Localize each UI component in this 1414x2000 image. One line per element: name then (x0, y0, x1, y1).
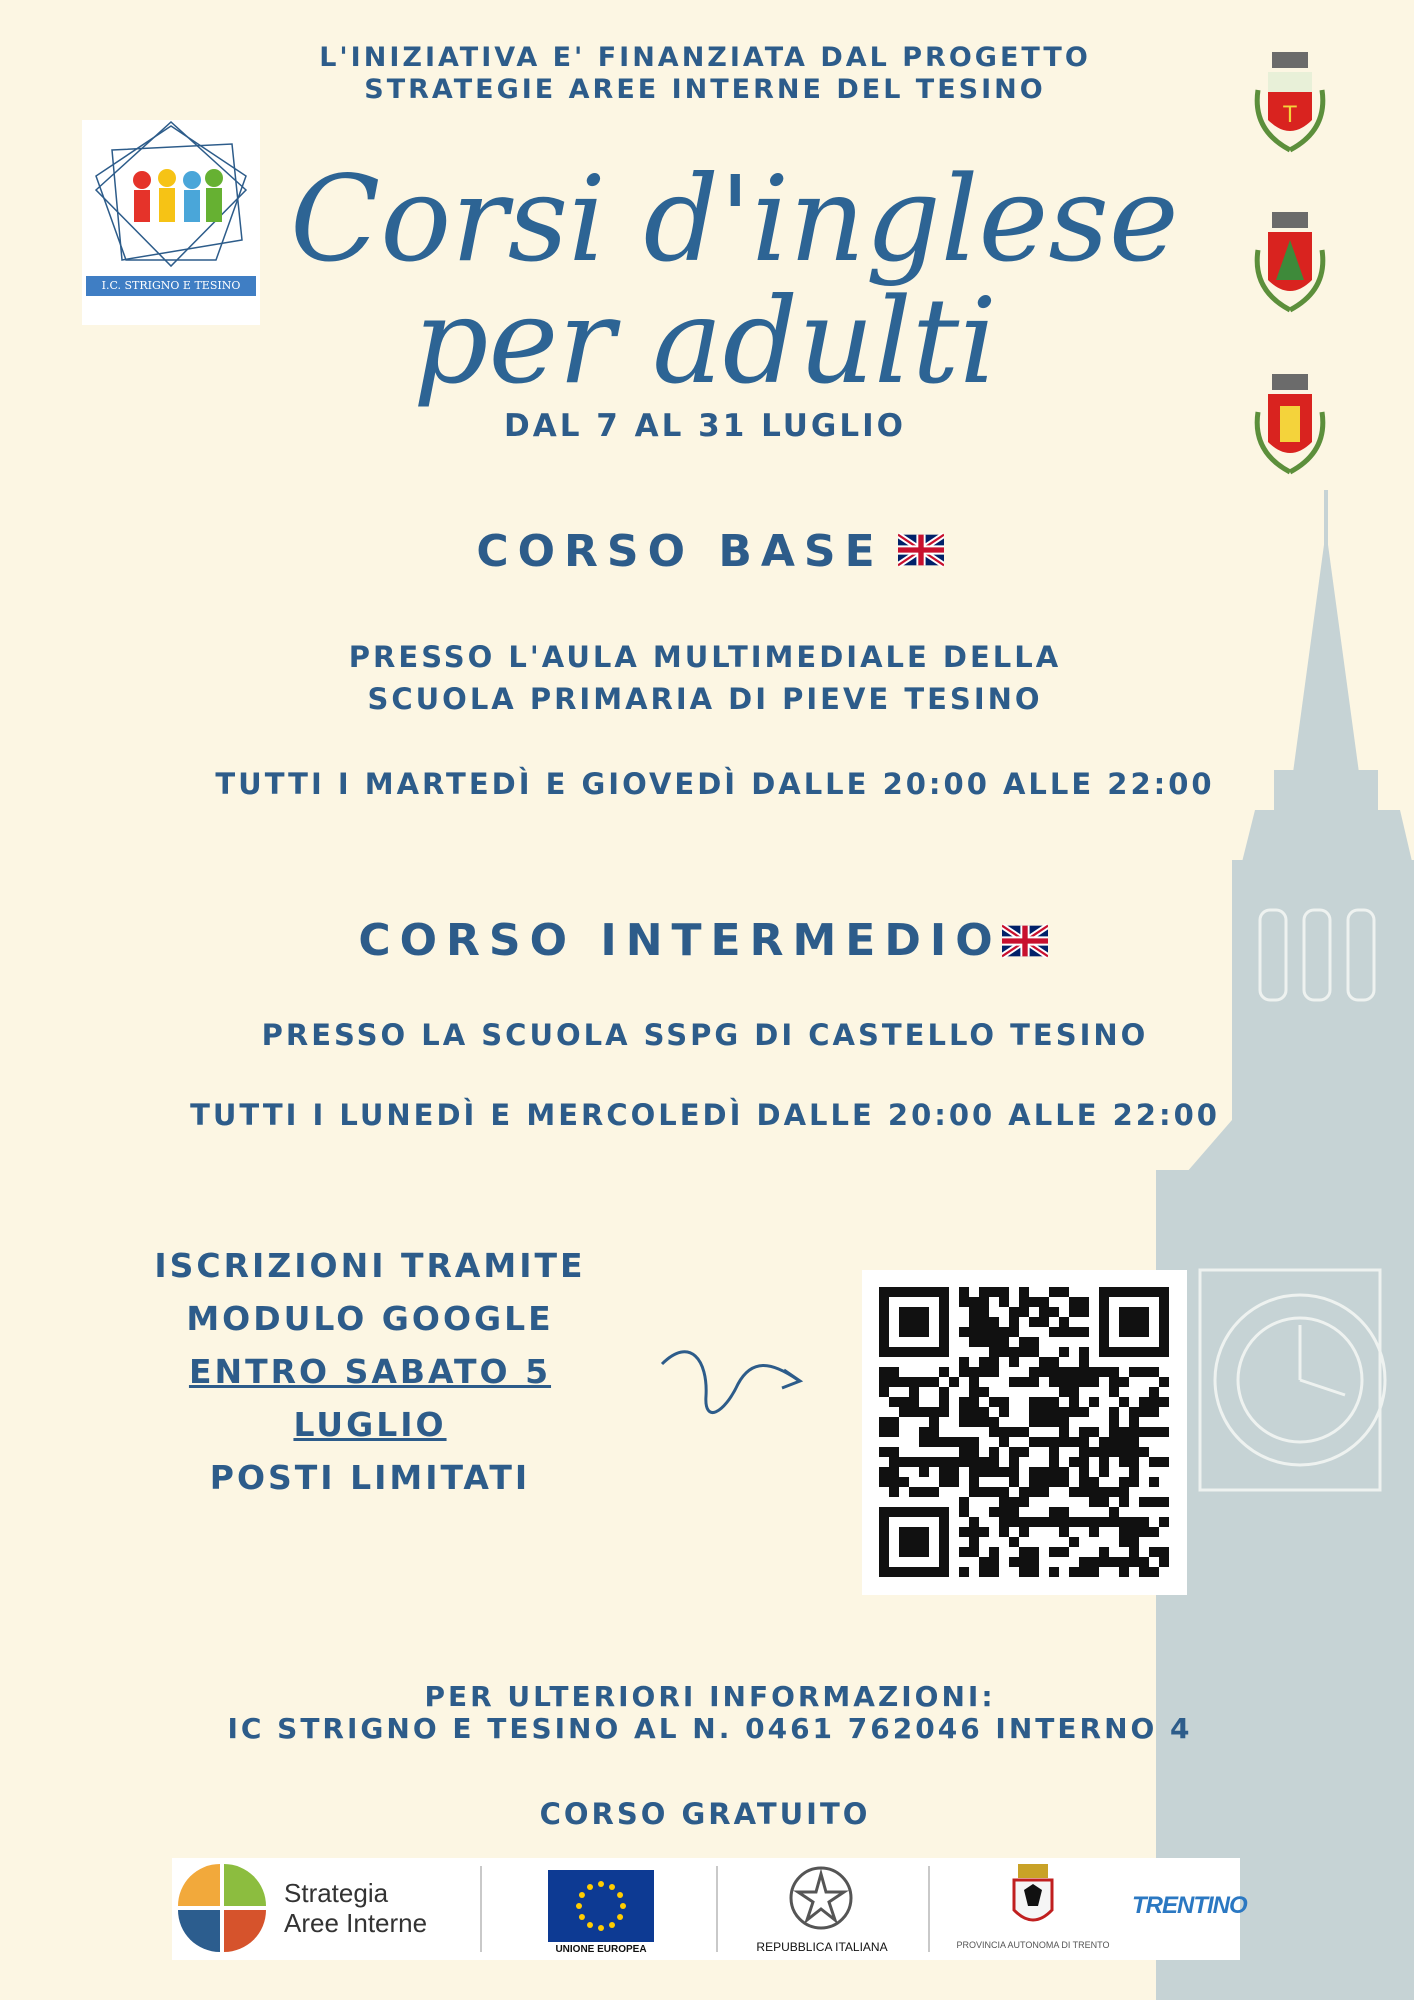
enrollment-deadline-line-2: LUGLIO (293, 1405, 447, 1444)
course-dates: DAL 7 AL 31 LUGLIO (503, 408, 906, 444)
strategia-label-line-1: Strategia (284, 1878, 389, 1908)
strategia-label-line-2: Aree Interne (284, 1908, 428, 1938)
municipal-crest-icon (1250, 210, 1330, 325)
svg-text:T: T (1283, 103, 1297, 128)
course-base-schedule: TUTTI I MARTEDÌ E GIOVEDÌ DALLE 20:00 ALLE 22:00 (215, 767, 1215, 801)
enrollment-deadline-line-1: ENTRO SABATO 5 (188, 1352, 552, 1391)
qr-code-pattern (862, 1270, 1187, 1595)
trento-province-label: PROVINCIA AUTONOMA DI TRENTO (956, 1940, 1110, 1950)
course-intermediate-place: PRESSO LA SCUOLA SSPG DI CASTELLO TESINO (261, 1018, 1149, 1052)
funding-note-line-2: STRATEGIE AREE INTERNE DEL TESINO (364, 74, 1046, 105)
poster-title-line-2: per adulti (412, 272, 998, 410)
municipal-crest-icon (1250, 372, 1330, 487)
contact-phone: IC STRIGNO E TESINO AL N. 0461 762046 INTERNO 4 (227, 1712, 1193, 1745)
free-course-label: CORSO GRATUITO (539, 1797, 871, 1831)
school-logo (82, 120, 260, 325)
course-base-title: CORSO BASE (476, 526, 884, 577)
eu-flag-icon (548, 1870, 654, 1942)
uk-flag-icon (898, 533, 944, 567)
course-intermediate-title: CORSO INTERMEDIO (358, 915, 1002, 966)
poster-title-line-1: Corsi d'inglese (290, 150, 1179, 288)
sponsor-logos-bar (172, 1858, 1247, 1960)
italian-republic-label: REPUBBLICA ITALIANA (756, 1940, 888, 1954)
eu-label: UNIONE EUROPEA (555, 1944, 647, 1955)
trento-province-crest-icon (1010, 1864, 1056, 1930)
course-base-place-line-2: SCUOLA PRIMARIA DI PIEVE TESINO (367, 682, 1043, 716)
limited-places-note: POSTI LIMITATI (209, 1458, 531, 1497)
enrollment-line-2: MODULO GOOGLE (186, 1299, 554, 1338)
funding-note-line-1: L'INIZIATIVA E' FINANZIATA DAL PROGETTO (319, 42, 1091, 73)
enrollment-line-1: ISCRIZIONI TRAMITE (154, 1246, 586, 1285)
school-logo-label: I.C. STRIGNO E TESINO (86, 276, 256, 296)
more-info-label: PER ULTERIORI INFORMAZIONI: (424, 1680, 996, 1713)
italian-republic-emblem-icon (788, 1864, 854, 1934)
school-emblem-icon (82, 120, 260, 270)
uk-flag-icon (1002, 924, 1048, 958)
course-intermediate-schedule: TUTTI I LUNEDÌ E MERCOLEDÌ DALLE 20:00 ALLE 22:00 (190, 1098, 1220, 1132)
municipal-crest-icon (1250, 50, 1330, 165)
big-ben-illustration (1060, 490, 1414, 2000)
curved-arrow-icon (660, 1340, 806, 1420)
qr-code-icon[interactable] (862, 1270, 1187, 1595)
course-base-place-line-1: PRESSO L'AULA MULTIMEDIALE DELLA (348, 640, 1062, 674)
strategia-aree-interne-logo (174, 1860, 270, 1956)
trentino-logo: TRENTINO (1132, 1892, 1247, 1919)
